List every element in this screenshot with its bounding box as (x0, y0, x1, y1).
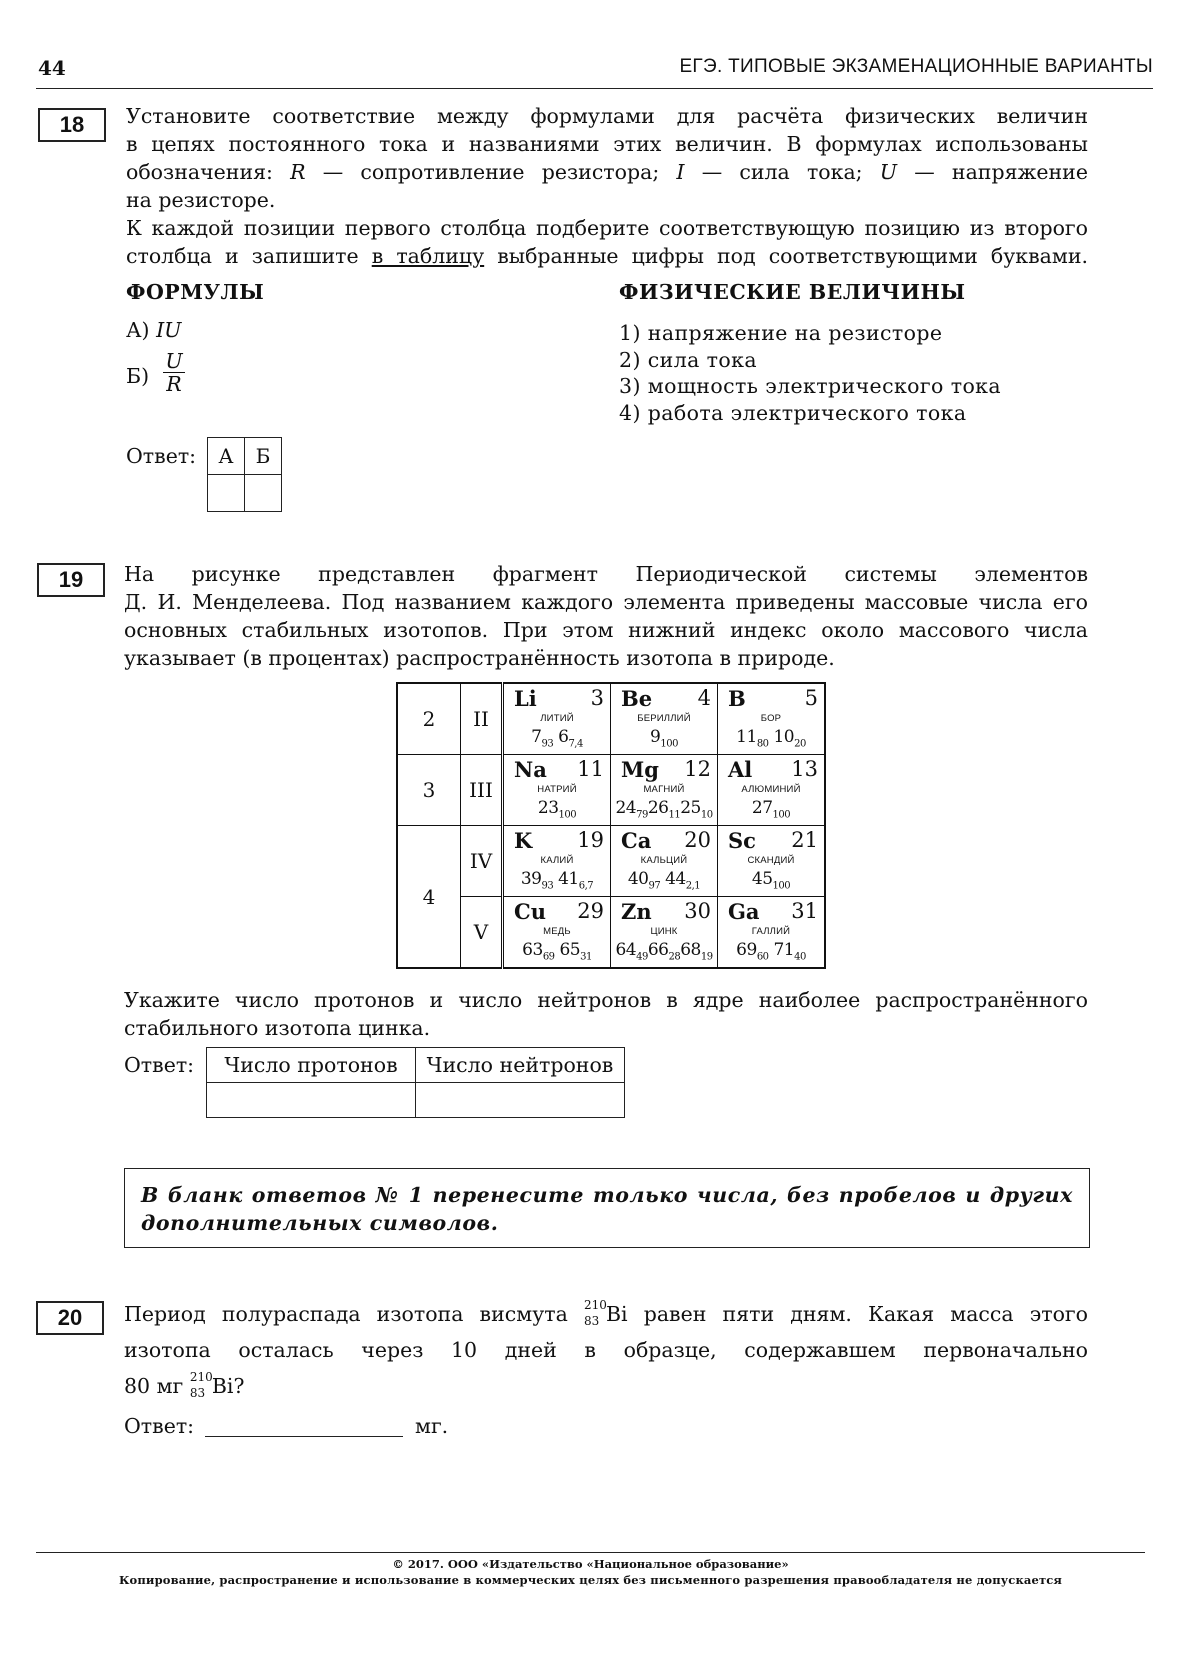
row-II: II (461, 683, 503, 755)
question-number-18: 18 (38, 108, 106, 142)
formula-b-label: Б) (126, 364, 150, 388)
neutrons-answer-cell[interactable] (416, 1083, 625, 1118)
isotope-mass: 71 (773, 940, 795, 960)
q19-answer-label: Ответ: (124, 1053, 195, 1077)
isotope-list (718, 940, 824, 962)
question-number-19: 19 (37, 563, 105, 597)
element-symbol: Sc (728, 828, 756, 853)
element-cell (611, 755, 718, 826)
element-cell (611, 683, 718, 755)
element-cell (503, 755, 611, 826)
isotope-abundance: 40 (794, 951, 806, 963)
period-3: 3 (397, 755, 461, 826)
q20-text: Период полураспада изотопа висмута 210 83 Bi равен пяти дням. Какая масса этого изотопа осталась через 10 дней в образце, содержавшем первоначально 80 мг 210 83 Bi? (124, 1298, 1088, 1400)
isotope-abundance: 20 (794, 738, 806, 750)
element-cell (611, 826, 718, 897)
isotope-abundance: 2,1 (685, 880, 701, 892)
row-V: V (461, 897, 503, 969)
element-name: ГАЛЛИЙ (751, 926, 791, 937)
isotope-abundance: 31 (580, 951, 592, 963)
isotope-mass: 64 (615, 940, 637, 960)
element-cell (503, 683, 611, 755)
element-name: ЛИТИЙ (540, 713, 574, 724)
answer-header-a: А (208, 438, 245, 475)
neutrons-header: Число нейтронов (416, 1048, 625, 1083)
element-symbol: Be (621, 686, 653, 711)
element-name: МАГНИЙ (643, 784, 685, 795)
element-symbol: Ca (621, 828, 652, 853)
isotope-list (718, 798, 824, 820)
isotope-abundance: 93 (541, 880, 554, 892)
element-cell (503, 897, 611, 969)
q20-answer-label: Ответ: (124, 1414, 195, 1438)
isotope-mass: 68 (680, 940, 701, 960)
isotope-mass: 39 (520, 869, 542, 889)
isotope-mass: 65 (559, 940, 581, 960)
element-name: МЕДЬ (543, 926, 571, 937)
protons-header: Число протонов (207, 1048, 416, 1083)
isotope-list (611, 869, 717, 891)
element-symbol: Ga (728, 899, 760, 924)
q19-task: Укажите число протонов и число нейтронов в ядре наиболее распространённого стабильного изотопа цинка. (124, 988, 1088, 1040)
isotope-mass: 41 (558, 869, 579, 889)
atomic-number: 3 (590, 686, 604, 710)
atomic-number: 13 (791, 757, 818, 781)
option-2: 2) сила тока (619, 347, 757, 372)
row-IV: IV (461, 826, 503, 897)
element-cell (718, 755, 826, 826)
element-symbol: Li (514, 686, 537, 711)
isotope-abundance: 100 (772, 880, 791, 892)
isotope-list (504, 727, 610, 749)
isotope-mass: 24 (615, 798, 637, 818)
isotope-mass: 9 (650, 727, 661, 747)
isotope-mass: 27 (751, 798, 773, 818)
isotope-mass: 66 (647, 940, 669, 960)
element-name: БЕРИЛЛИЙ (637, 713, 691, 724)
row-III: III (461, 755, 503, 826)
option-3: 3) мощность электрического тока (619, 374, 1002, 398)
element-name: АЛЮМИНИЙ (741, 784, 801, 795)
isotope-abundance: 28 (668, 951, 681, 963)
element-cell (503, 826, 611, 897)
isotope-mass: 11 (736, 727, 757, 747)
isotope-abundance: 11 (668, 809, 681, 821)
element-symbol: Zn (621, 899, 652, 924)
isotope-abundance: 49 (636, 951, 648, 963)
isotope-abundance: 100 (558, 809, 577, 821)
element-symbol: Na (514, 757, 547, 782)
isotope-mass: 25 (680, 798, 701, 818)
isotope-mass: 44 (665, 869, 686, 889)
isotope-abundance: 19 (700, 951, 713, 963)
element-name: СКАНДИЙ (747, 855, 795, 866)
copyright: © 2017. ООО «Издательство «Национальное образование» (392, 1557, 789, 1571)
element-symbol: K (514, 828, 533, 853)
protons-answer-cell[interactable] (207, 1083, 416, 1118)
isotope-abundance: 100 (772, 809, 791, 821)
atomic-number: 30 (684, 899, 711, 923)
page-number: 44 (38, 56, 66, 80)
q18-answer-label: Ответ: (126, 444, 197, 468)
isotope-list (611, 798, 717, 820)
element-name: КАЛЬЦИЙ (640, 855, 688, 866)
isotope-mass: 40 (627, 869, 649, 889)
isotope-abundance: 10 (700, 809, 713, 821)
formula-a: А) IU (126, 318, 182, 342)
copyright-notice: Копирование, распространение и использование в коммерческих целях без письменного разрешения правообладателя не допускается (118, 1573, 1063, 1587)
element-symbol: Mg (621, 757, 659, 782)
element-cell (611, 897, 718, 969)
element-symbol: Al (728, 757, 753, 782)
question-number-20: 20 (36, 1301, 104, 1335)
element-cell (718, 683, 826, 755)
element-cell (718, 897, 826, 969)
isotope-list (718, 869, 824, 891)
atomic-number: 11 (577, 757, 604, 781)
answer-header-b: Б (245, 438, 282, 475)
element-name: НАТРИЙ (537, 784, 577, 795)
isotope-list (611, 940, 717, 962)
element-symbol: B (728, 686, 746, 711)
isotope-abundance: 69 (542, 951, 555, 963)
isotope-abundance: 97 (648, 880, 661, 892)
element-name: КАЛИЙ (540, 855, 574, 866)
isotope-mass: 10 (773, 727, 795, 747)
element-name: БОР (760, 713, 782, 724)
in-table-link: в таблицу (371, 244, 485, 268)
element-cell (718, 826, 826, 897)
isotope-abundance: 80 (756, 738, 769, 750)
answer-cell-a[interactable] (208, 475, 245, 512)
atomic-number: 4 (697, 686, 711, 710)
atomic-number: 19 (577, 828, 604, 852)
quantities-list (619, 320, 1001, 426)
header-divider (36, 88, 1153, 89)
atomic-number: 5 (804, 686, 818, 710)
bismuth-nuclide: 210 83 (583, 1298, 607, 1328)
isotope-mass: 7 (531, 727, 542, 747)
book-title: ЕГЭ. ТИПОВЫЕ ЭКЗАМЕНАЦИОННЫЕ ВАРИАНТЫ (679, 56, 1153, 77)
isotope-list (504, 940, 610, 962)
atomic-number: 12 (684, 757, 711, 781)
footer-divider (36, 1552, 1145, 1553)
isotope-mass: 63 (522, 940, 543, 960)
element-name: ЦИНК (650, 926, 678, 937)
period-2: 2 (397, 683, 461, 755)
quantities-heading: ФИЗИЧЕСКИЕ ВЕЛИЧИНЫ (619, 280, 966, 304)
q19-text: На рисунке представлен фрагмент Периодической системы элементов Д. И. Менделеева. Под названием каждого элемента приведены массовые числа его основных стабильных изотопов. При этом нижний индекс около массового числа указывает (в процентах) распространённость изотопа в природе. (124, 562, 1088, 670)
option-4: 4) работа электрического тока (619, 400, 967, 425)
isotope-abundance: 6,7 (578, 880, 594, 892)
q20-answer-line[interactable] (205, 1436, 403, 1437)
q19-answer-table (206, 1047, 625, 1118)
option-1: 1) напряжение на резисторе (619, 321, 943, 345)
element-symbol: Cu (514, 899, 546, 924)
isotope-list (611, 727, 717, 749)
q18-text: Установите соответствие между формулами для расчёта физических величин в цепях постоянного тока и названиями этих величин. В формулах использованы обозначения: R — сопротивление резистора; I — сила тока; U — напряжение на резисторе. К каждой позиции первого столбца подберите соответствующую позицию из второго столбца и запишите в таблицу выбранные цифры под соответствующими буквами. (126, 104, 1088, 268)
atomic-number: 21 (791, 828, 818, 852)
atomic-number: 29 (577, 899, 604, 923)
isotope-abundance: 93 (541, 738, 554, 750)
bismuth-nuclide: 210 83 (189, 1370, 213, 1400)
atomic-number: 20 (684, 828, 711, 852)
atomic-number: 31 (791, 899, 818, 923)
isotope-mass: 69 (736, 940, 757, 960)
isotope-list (504, 869, 610, 891)
isotope-list (718, 727, 824, 749)
isotope-abundance: 79 (636, 809, 648, 821)
formula-b-fraction: U R (163, 350, 185, 395)
isotope-abundance: 60 (756, 951, 769, 963)
isotope-mass: 45 (751, 869, 773, 889)
answer-sheet-notice: В бланк ответов № 1 перенесите только числа, без пробелов и других дополнительных символов. (124, 1168, 1090, 1248)
isotope-mass: 26 (647, 798, 669, 818)
isotope-mass: 6 (558, 727, 569, 747)
formulas-heading: ФОРМУЛЫ (126, 280, 265, 304)
q20-unit: мг. (415, 1414, 449, 1438)
isotope-abundance: 100 (660, 738, 678, 750)
isotope-list (504, 798, 610, 820)
periodic-table-fragment (396, 682, 826, 969)
q18-answer-table (207, 437, 282, 512)
answer-cell-b[interactable] (245, 475, 282, 512)
isotope-abundance: 7,4 (568, 738, 583, 750)
isotope-mass: 23 (537, 798, 559, 818)
period-4: 4 (397, 826, 461, 969)
